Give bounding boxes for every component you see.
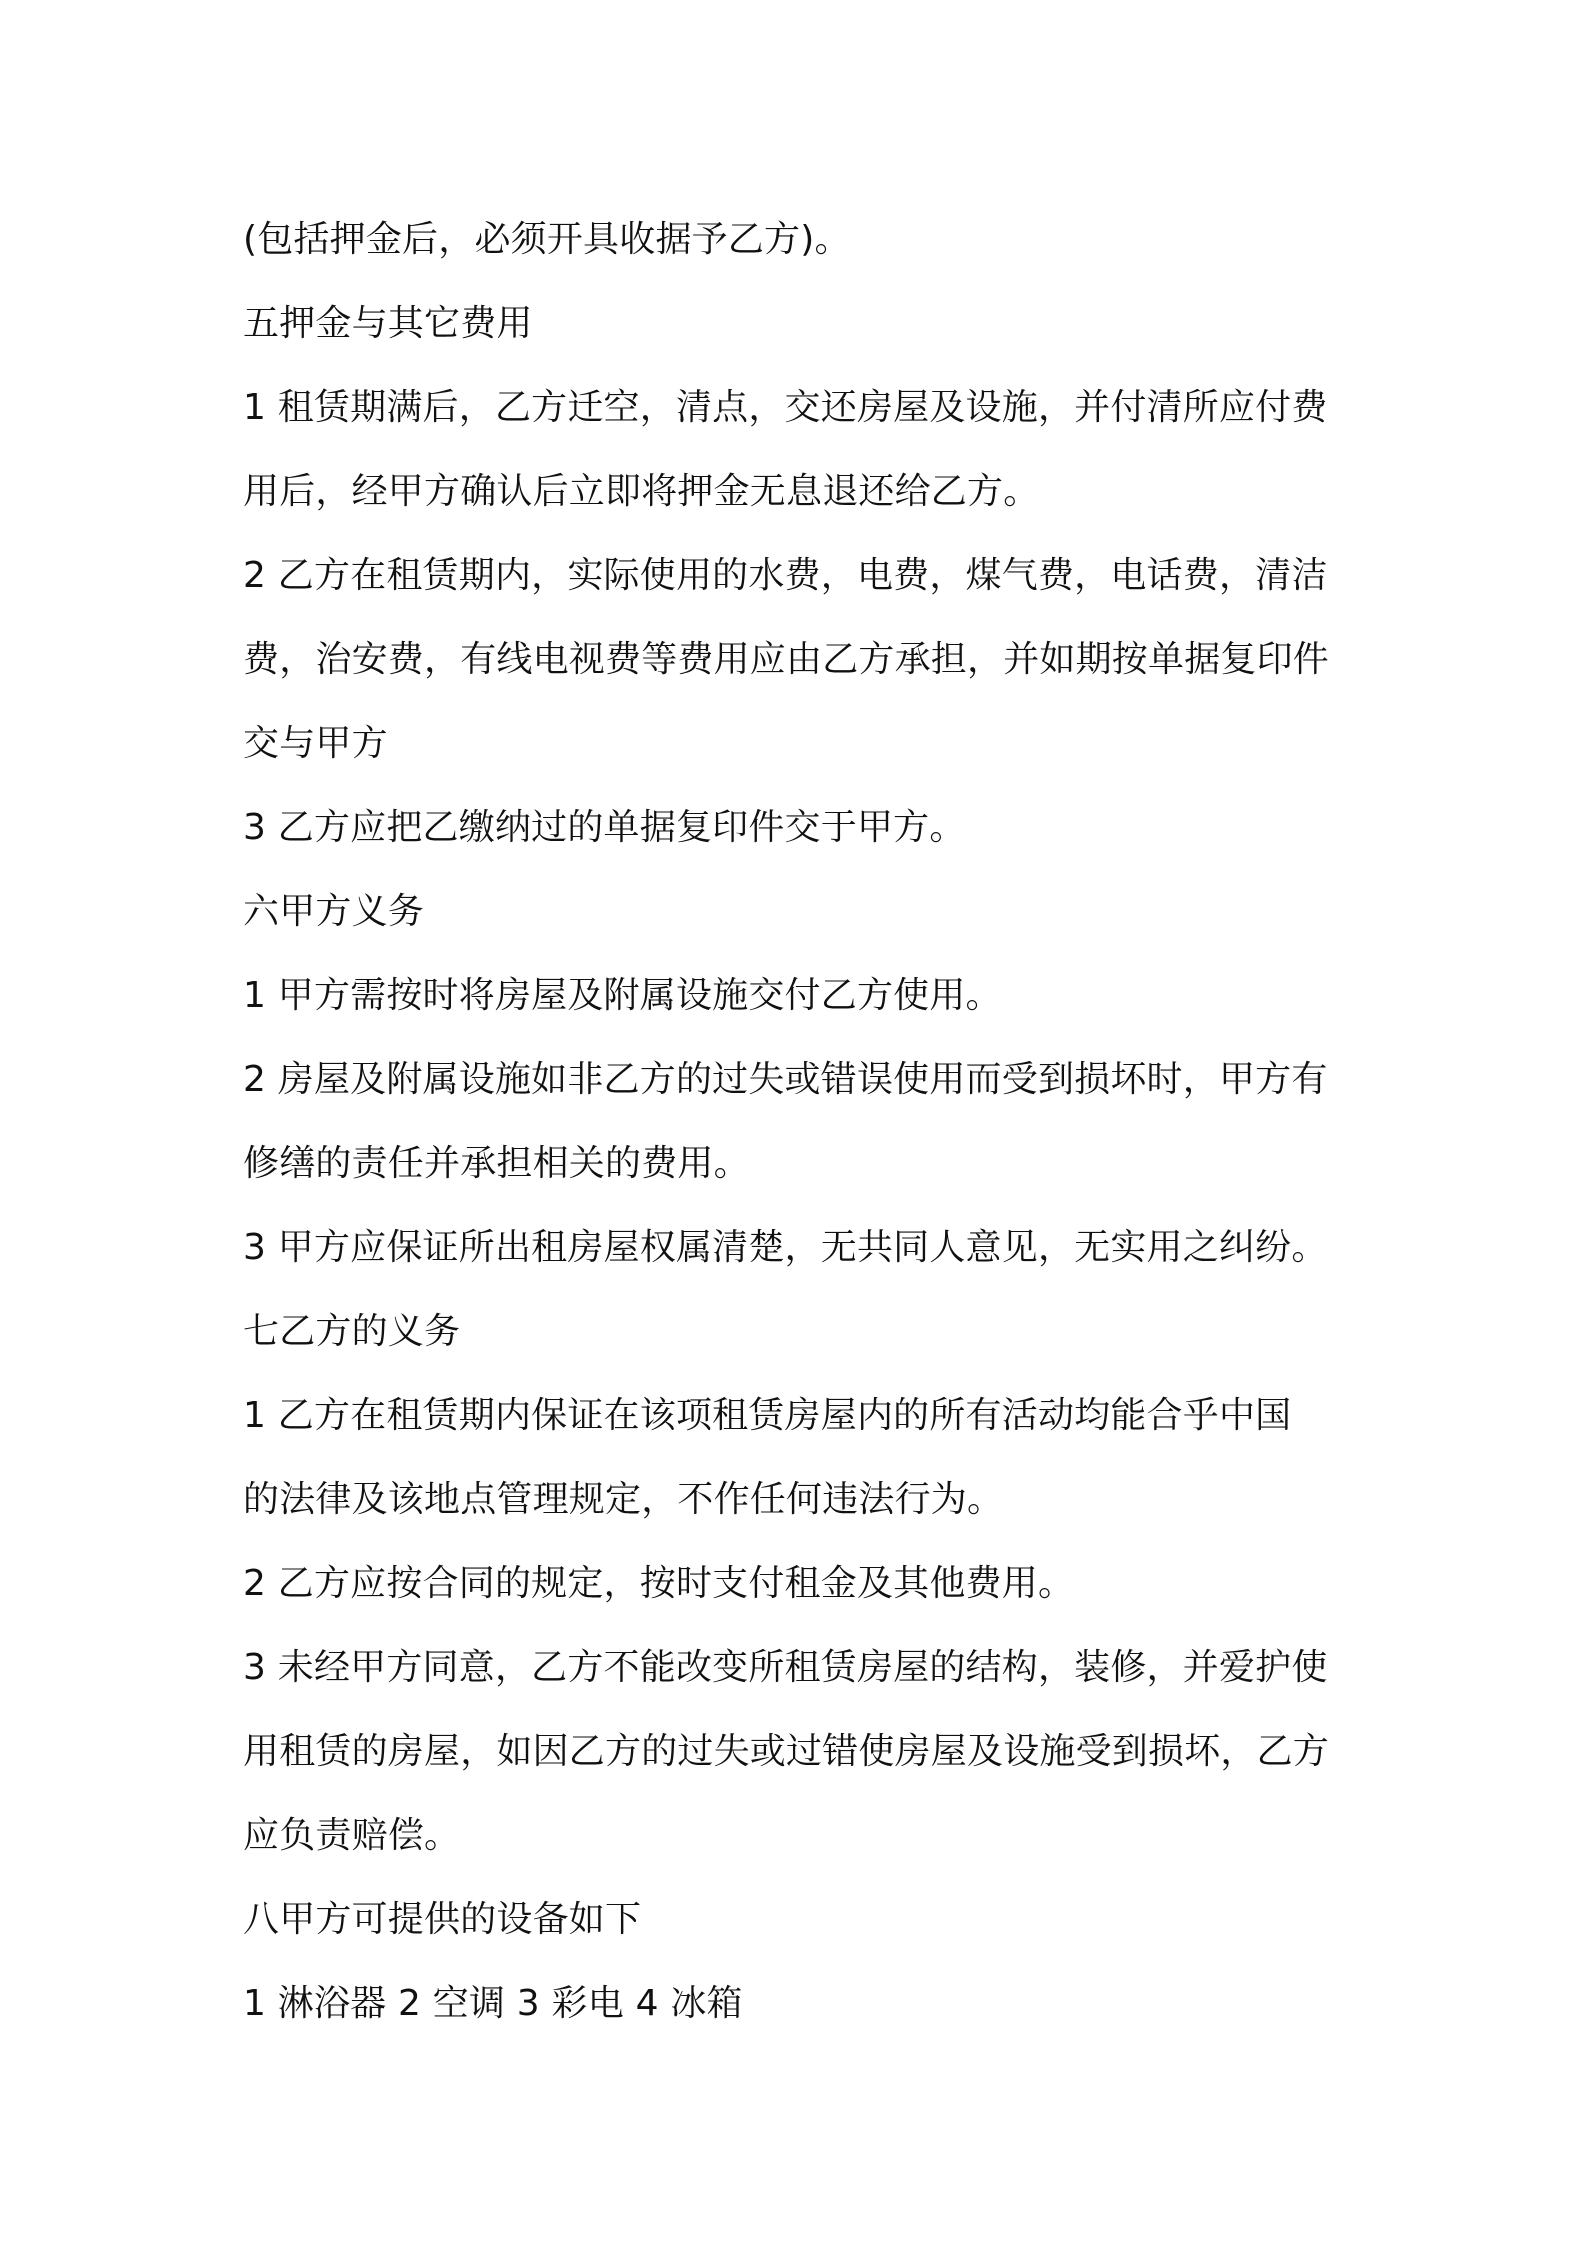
text-line: 2 乙方在租赁期内，实际使用的水费，电费，煤气费，电话费，清洁 <box>243 555 1328 596</box>
text-line: 1 甲方需按时将房屋及附属设施交付乙方使用。 <box>243 975 1002 1016</box>
text-line: 3 甲方应保证所出租房屋权属清楚，无共同人意见，无实用之纠纷。 <box>243 1227 1328 1268</box>
text-line: (包括押金后，必须开具收据予乙方)。 <box>243 219 851 260</box>
text-line: 3 未经甲方同意，乙方不能改变所租赁房屋的结构，装修，并爱护使 <box>243 1647 1328 1688</box>
text-line: 1 租赁期满后，乙方迁空，清点，交还房屋及设施，并付清所应付费 <box>243 387 1328 428</box>
text-line: 3 乙方应把乙缴纳过的单据复印件交于甲方。 <box>243 807 966 848</box>
text-line: 2 房屋及附属设施如非乙方的过失或错误使用而受到损坏时，甲方有 <box>243 1059 1328 1100</box>
text-line: 用租赁的房屋，如因乙方的过失或过错使房屋及设施受到损坏，乙方 <box>243 1731 1330 1772</box>
text-line: 用后，经甲方确认后立即将押金无息退还给乙方。 <box>243 471 1040 512</box>
section-heading: 七乙方的义务 <box>243 1311 461 1352</box>
text-line: 交与甲方 <box>243 723 388 764</box>
text-line: 1 淋浴器 2 空调 3 彩电 4 冰箱 <box>243 1983 743 2024</box>
text-line: 2 乙方应按合同的规定，按时支付租金及其他费用。 <box>243 1563 1075 1604</box>
text-line: 应负责赔偿。 <box>243 1815 461 1856</box>
text-line: 1 乙方在租赁期内保证在该项租赁房屋内的所有活动均能合乎中国 <box>243 1395 1292 1436</box>
section-heading: 六甲方义务 <box>243 891 425 932</box>
text-line: 的法律及该地点管理规定，不作任何违法行为。 <box>243 1479 1004 1520</box>
contract-text-body <box>243 198 1363 2046</box>
section-heading: 八甲方可提供的设备如下 <box>243 1899 642 1940</box>
section-heading: 五押金与其它费用 <box>243 303 533 344</box>
text-line: 修缮的责任并承担相关的费用。 <box>243 1143 750 1184</box>
text-line: 费，治安费，有线电视费等费用应由乙方承担，并如期按单据复印件 <box>243 639 1330 680</box>
